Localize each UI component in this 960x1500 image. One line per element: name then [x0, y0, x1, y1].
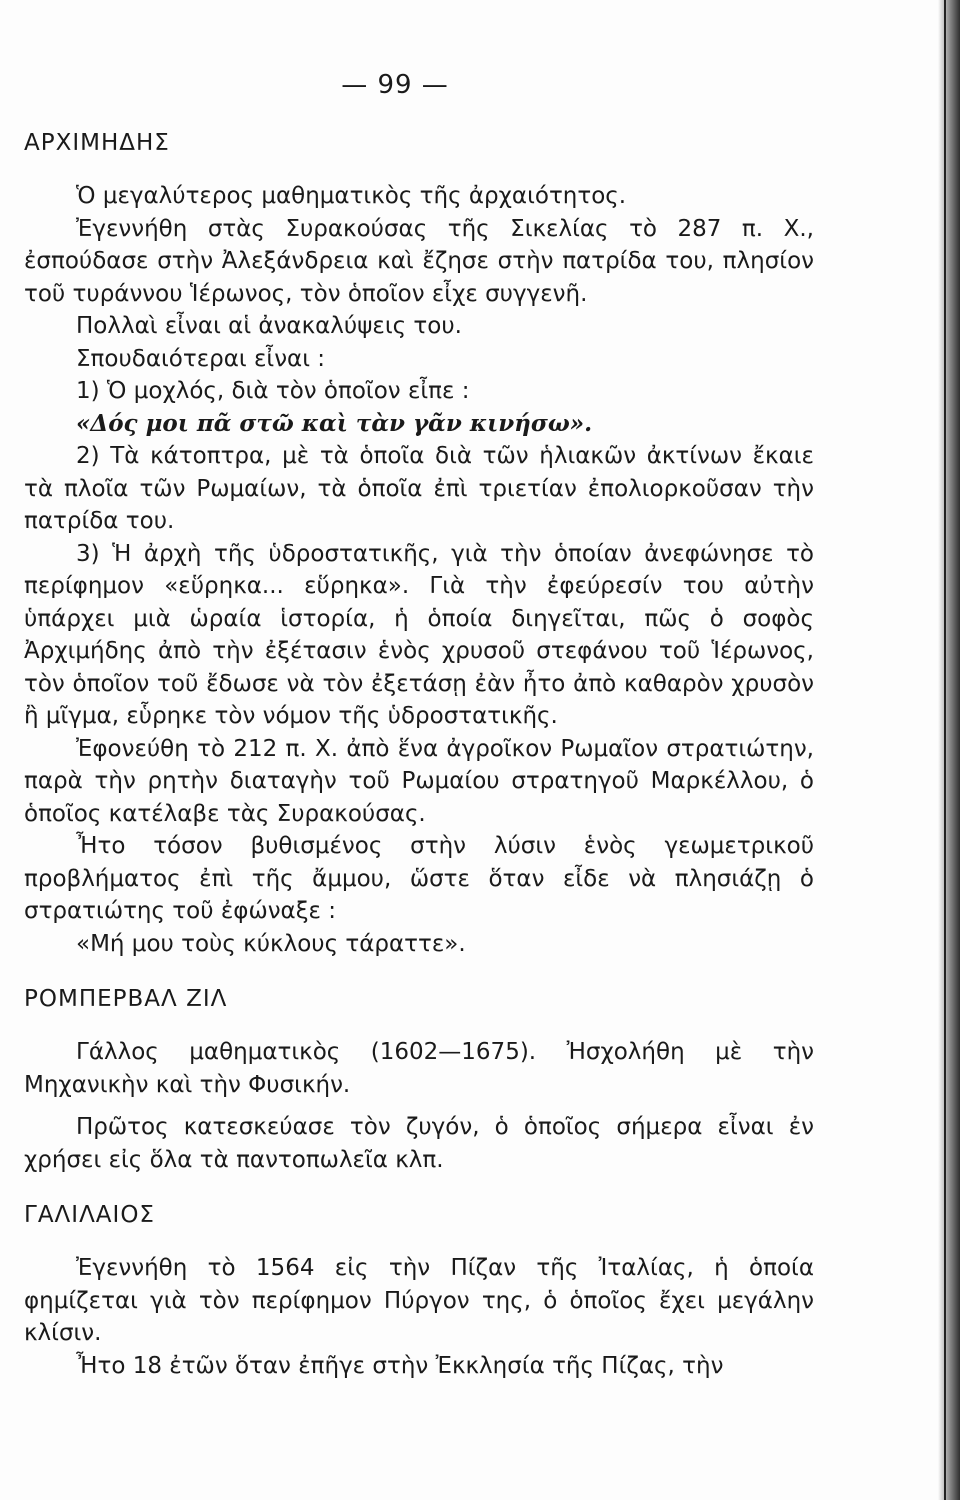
scan-edge-line — [944, 0, 946, 1500]
paragraph: 2) Τὰ κάτοπτρα, μὲ τὰ ὁποῖα διὰ τῶν ἡλιακῶν ἀκτίνων ἔκαιε τὰ πλοῖα τῶν Ρωμαίων, τὰ ὁποῖα ἐπὶ τριετίαν ἐπολιορκοῦσαν τὴν πατρίδα του. — [24, 443, 814, 534]
quote-circles: «Μή μου τοὺς κύκλους τάραττε». — [76, 930, 466, 957]
paragraph: 3) Ἡ ἀρχὴ τῆς ὑδροστατικῆς, γιὰ τὴν ὁποίαν ἀνεφώνησε τὸ περίφημον «εὕρηκα... εὕρηκα». Γιὰ τὴν ἐφεύρεσίν του αὐτὴν ὑπάρχει μιὰ ὡραία ἱστορία, ἡ ὁποία διηγεῖται, πῶς ὁ σοφὸς Ἀρχιμήδης ἀπὸ τὴν ἐξέτασιν ἑνὸς χρυσοῦ στεφάνου τοῦ Ἱέρωνος, τὸν ὁποῖον τοῦ ἔδωσε νὰ τὸν ἐξετάσῃ ἐὰν ἦτο ἀπὸ καθαρὸν χρυσὸν ἢ μῖγμα, εὗρηκε τὸν νόμον τῆς ὑδροστατικῆς. — [24, 540, 814, 729]
paragraph: Πρῶτος κατεσκεύασε τὸν ζυγόν, ὁ ὁποῖος σήμερα εἶναι ἐν χρήσει εἰς ὅλα τὰ παντοπωλεῖα κλπ. — [24, 1114, 814, 1173]
page-number: — 99 — — [341, 70, 449, 100]
section-archimedes — [24, 128, 814, 960]
paragraph: Σπουδαιότεραι εἶναι : — [76, 345, 326, 372]
section-heading-galileo: ΓΑΛΙΛΑΙΟΣ — [24, 1202, 155, 1228]
paragraph: Ἦτο τόσον βυθισμένος στὴν λύσιν ἑνὸς γεωμετρικοῦ προβλήματος ἐπὶ τῆς ἄμμου, ὥστε ὅταν εἶδε νὰ πλησιάζῃ ὁ στρατιώτης τοῦ ἐφώναξε : — [24, 833, 814, 924]
scan-edge-shadow — [938, 0, 960, 1500]
section-galileo — [24, 1200, 814, 1382]
paragraph: 1) Ὁ μοχλός, διὰ τὸν ὁποῖον εἶπε : — [76, 378, 470, 404]
paragraph: Ἦτο 18 ἐτῶν ὅταν ἐπῆγε στὴν Ἐκκλησία τῆς Πίζας, τὴν — [76, 1352, 724, 1379]
section-roberval — [24, 984, 814, 1176]
page-content — [24, 128, 814, 1382]
paragraph: Ὁ μεγαλύτερος μαθηματικὸς τῆς ἀρχαιότητος. — [76, 183, 627, 209]
section-heading-roberval: ΡΟΜΠΕΡΒΑΛ ΖΙΛ — [24, 986, 228, 1012]
paragraph: Πολλαὶ εἶναι αἱ ἀνακαλύψεις του. — [76, 313, 462, 339]
quote-lever: «Δός μοι πᾶ στῶ καὶ τὰν γᾶν κινήσω». — [76, 409, 593, 437]
paragraph: Ἐγεννήθη τὸ 1564 εἰς τὴν Πίζαν τῆς Ἰταλίας, ἡ ὁποία φημίζεται γιὰ τὸν περίφημον Πύργον της, ὁ ὁποῖος ἔχει μεγάλην κλίσιν. — [24, 1255, 814, 1346]
section-heading-archimedes: ΑΡΧΙΜΗΔΗΣ — [24, 130, 170, 156]
paragraph: Ἐφονεύθη τὸ 212 π. Χ. ἀπὸ ἕνα ἀγροῖκον Ρωμαῖον στρατιώτην, παρὰ τὴν ρητὴν διαταγὴν τοῦ Ρωμαίου στρατηγοῦ Μαρκέλλου, ὁ ὁποῖος κατέλαβε τὰς Συρακούσας. — [24, 735, 814, 827]
paragraph: Γάλλος μαθηματικὸς (1602—1675). Ἠσχολήθη μὲ τὴν Μηχανικὴν καὶ τὴν Φυσικήν. — [24, 1039, 814, 1098]
paragraph: Ἐγεννήθη στὰς Συρακούσας τῆς Σικελίας τὸ 287 π. Χ., ἐσπούδασε στὴν Ἀλεξάνδρεια καὶ ἔζησε στὴν πατρίδα του, πλησίον τοῦ τυράννου Ἱέρωνος, τὸν ὁποῖον εἶχε συγγενῆ. — [24, 215, 814, 307]
